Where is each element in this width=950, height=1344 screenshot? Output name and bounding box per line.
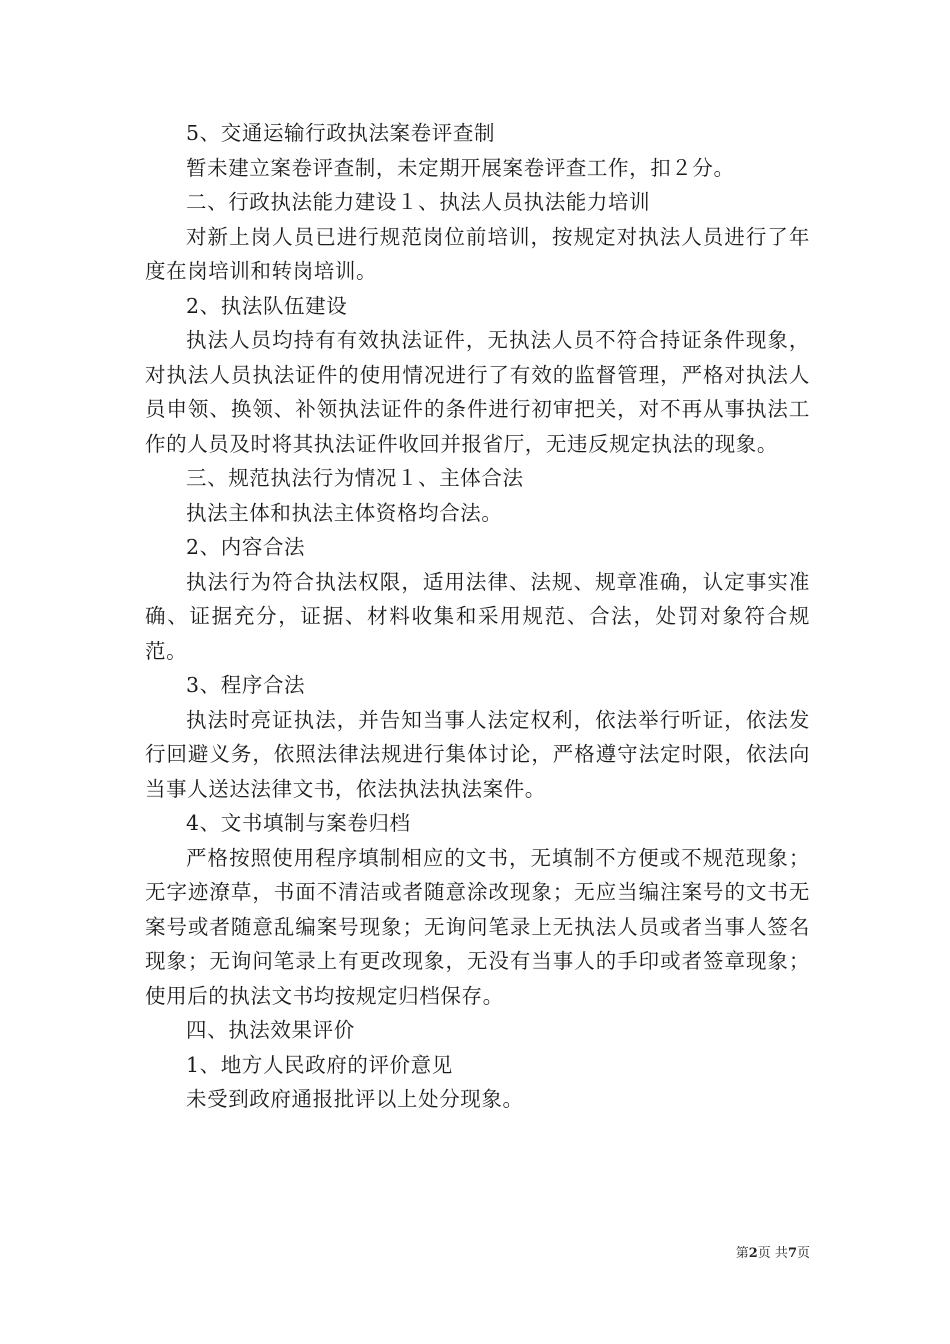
paragraph: 执法人员均持有有效执法证件，无执法人员不符合持证条件现象，对执法人员执法证件的使用情况进行了有效的监督管理，严格对执法人员申领、换领、补领执法证件的条件进行初审把关，对不再从事执法工作的人员及时将其执法证件收回并报省厅，无违反规定执法的现象。 [145, 328, 810, 456]
total-pages-number: 7 [787, 1246, 797, 1261]
paragraph: 执法主体和执法主体资格均合法。 [186, 500, 503, 525]
subsection-heading: 1、地方人民政府的评价意见 [186, 1052, 453, 1077]
footer-middle: 页 共 [757, 1246, 788, 1261]
section-heading: 二、行政执法能力建设１、执法人员执法能力培训 [186, 190, 651, 214]
paragraph: 暂未建立案卷评查制，未定期开展案卷评查工作，扣２分。 [186, 155, 735, 180]
paragraph: 严格按照使用程序填制相应的文书，无填制不方便或不规范现象；无字迹潦草，书面不清洁或者随意涂改现象；无应当编注案号的文书无案号或者随意乱编案号现象；无询问笔录上无执法人员或者当事人签名现象；无询问笔录上有更改现象，无没有当事人的手印或者签章现象；使用后的执法文书均按规定归档保存。 [145, 845, 810, 1008]
section-heading: 四、执法效果评价 [186, 1018, 355, 1042]
subsection-heading: 2、执法队伍建设 [186, 293, 348, 318]
paragraph: 未受到政府通报批评以上处分现象。 [186, 1087, 524, 1111]
current-page-number: 2 [748, 1246, 758, 1261]
subsection-heading: 3、程序合法 [186, 673, 306, 697]
paragraph: 执法行为符合执法权限，适用法律、法规、规章准确，认定事实准确、证据充分，证据、材料收集和采用规范、合法，处罚对象符合规范。 [145, 569, 810, 663]
paragraph: 对新上岗人员已进行规范岗位前培训，按规定对执法人员进行了年度在岗培训和转岗培训。 [145, 224, 810, 283]
subsection-heading: 2、内容合法 [186, 535, 306, 559]
footer-suffix: 页 [796, 1246, 810, 1261]
document-body [145, 116, 810, 1117]
paragraph: 5、交通运输行政执法案卷评查制 [186, 121, 496, 145]
subsection-heading: 4、文书填制与案卷归档 [186, 811, 411, 835]
footer-prefix: 第 [735, 1246, 749, 1261]
section-heading: 三、规范执法行为情况１、主体合法 [186, 466, 524, 490]
page-number-footer [690, 1245, 810, 1263]
paragraph: 执法时亮证执法，并告知当事人法定权利，依法举行听证，依法发行回避义务，依照法律法规进行集体讨论，严格遵守法定时限，依法向当事人送达法律文书，依法执法执法案件。 [145, 707, 810, 801]
